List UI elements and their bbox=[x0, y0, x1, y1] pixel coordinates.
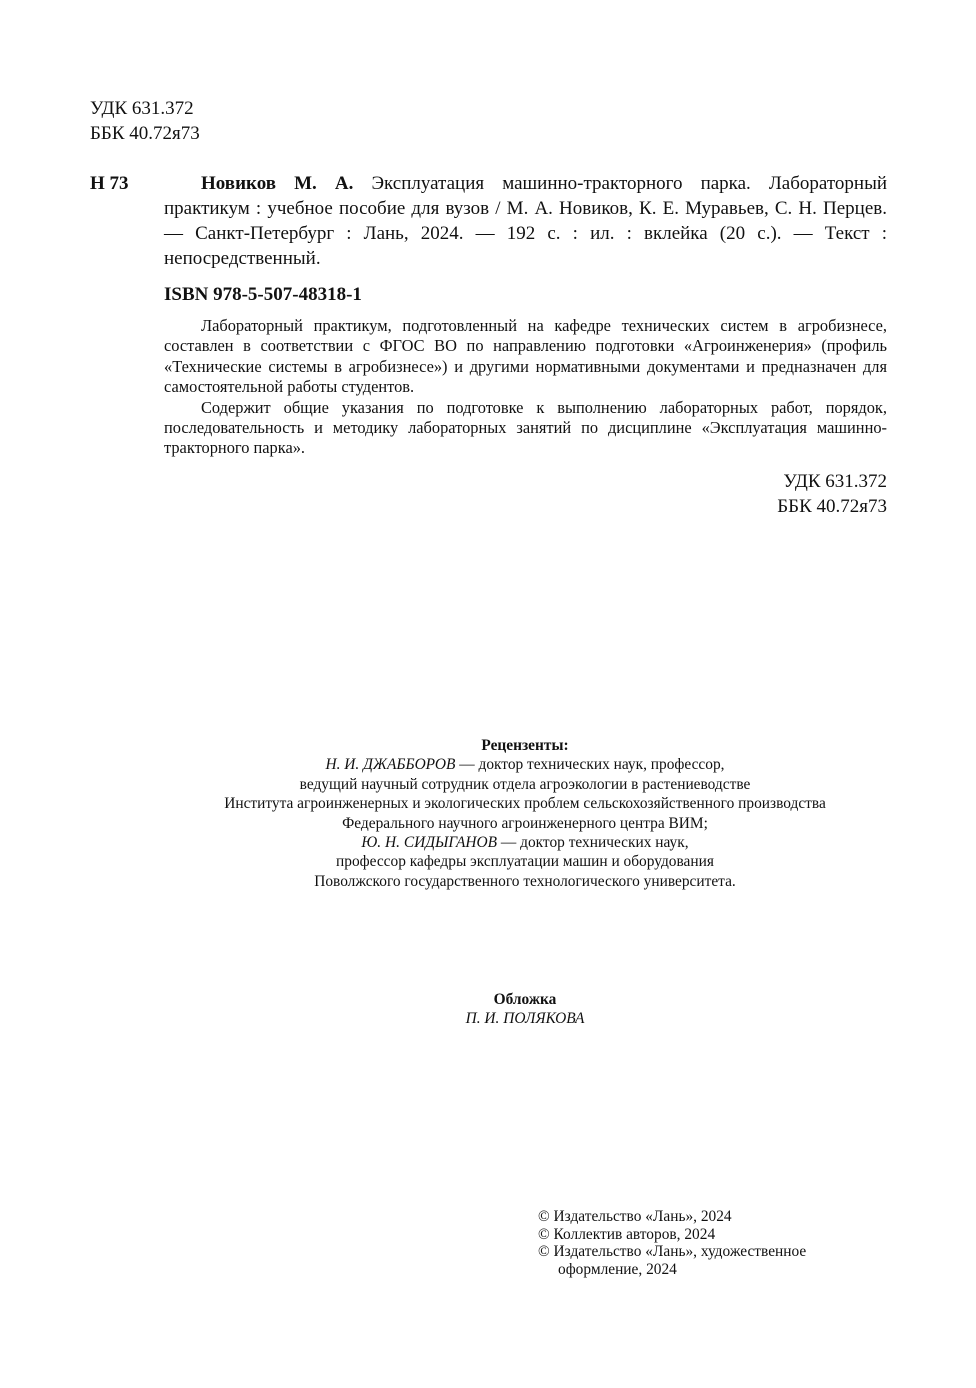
annotation-paragraph: Содержит общие указания по подготовке к выполнению лабораторных работ, порядок, последовательность и методику лабораторных занятий по дисциплине «Эксплуатация машинно-тракторного парка». bbox=[164, 397, 887, 458]
reviewers-title: Рецензенты: bbox=[481, 737, 569, 754]
classification-block-right bbox=[700, 469, 887, 519]
isbn: ISBN 978-5-507-48318-1 bbox=[164, 284, 362, 305]
bbk-code-right: ББК 40.72я73 bbox=[777, 496, 887, 517]
udk-code-right: УДК 631.372 bbox=[783, 471, 887, 492]
entry-author: Новиков М. А. bbox=[201, 173, 354, 194]
reviewer-2-line: Ю. Н. СИДЫГАНОВ — доктор технических наук, bbox=[361, 834, 689, 852]
copyright-block bbox=[538, 1208, 898, 1278]
reviewer-1-position: ведущий научный сотрудник отдела агроэкологии в растениеводстве bbox=[299, 775, 751, 793]
bbk-code: ББК 40.72я73 bbox=[90, 123, 200, 144]
cover-title: Обложка bbox=[493, 991, 557, 1008]
copyright-line: © Коллектив авторов, 2024 bbox=[538, 1225, 716, 1243]
copyright-line-continued: оформление, 2024 bbox=[558, 1260, 677, 1278]
udk-code: УДК 631.372 bbox=[90, 98, 194, 119]
copyright-line: © Издательство «Лань», художественное bbox=[538, 1243, 807, 1260]
cover-designer: П. И. ПОЛЯКОВА bbox=[465, 1010, 585, 1028]
reviewers-block bbox=[140, 736, 910, 891]
annotation bbox=[164, 316, 887, 459]
entry-description: Эксплуатация машинно-тракторного парка. Лабораторный практикум : учебное пособие для вузов / М. А. Новиков, К. Е. Муравьев, С. Н. Перцев. — Санкт-Петербург : Лань, 2024. — 192 с. : ил. : вклейка (20 с.). — Текст : непосредственный. bbox=[164, 173, 887, 269]
catalog-entry bbox=[164, 171, 887, 271]
reviewer-1-center: Федерального научного агроинженерного центра ВИМ; bbox=[342, 814, 708, 832]
reviewer-1-line: Н. И. ДЖАББОРОВ — доктор технических наук, профессор, bbox=[325, 756, 725, 774]
annotation-paragraph: Лабораторный практикум, подготовленный на кафедре технических систем в агробизнесе, составлен в соответствии с ФГОС ВО по направлению подготовки «Агроинженерия» (профиль «Технические системы в агробизнесе») и другими нормативными документами и предназначен для самостоятельной работы студентов. bbox=[164, 316, 887, 397]
author-sign: Н 73 bbox=[90, 173, 129, 194]
reviewer-2-name: Ю. Н. СИДЫГАНОВ bbox=[361, 834, 498, 852]
reviewer-1-name: Н. И. ДЖАББОРОВ bbox=[325, 756, 456, 774]
reviewer-2-university: Поволжского государственного технологического университета. bbox=[314, 872, 736, 890]
reviewer-1-institute: Института агроинженерных и экологических проблем сельскохозяйственного производства bbox=[224, 795, 826, 813]
classification-block bbox=[90, 96, 200, 146]
cover-block bbox=[300, 990, 750, 1029]
reviewer-2-position: профессор кафедры эксплуатации машин и оборудования bbox=[336, 853, 714, 871]
copyright-line: © Издательство «Лань», 2024 bbox=[538, 1208, 732, 1225]
